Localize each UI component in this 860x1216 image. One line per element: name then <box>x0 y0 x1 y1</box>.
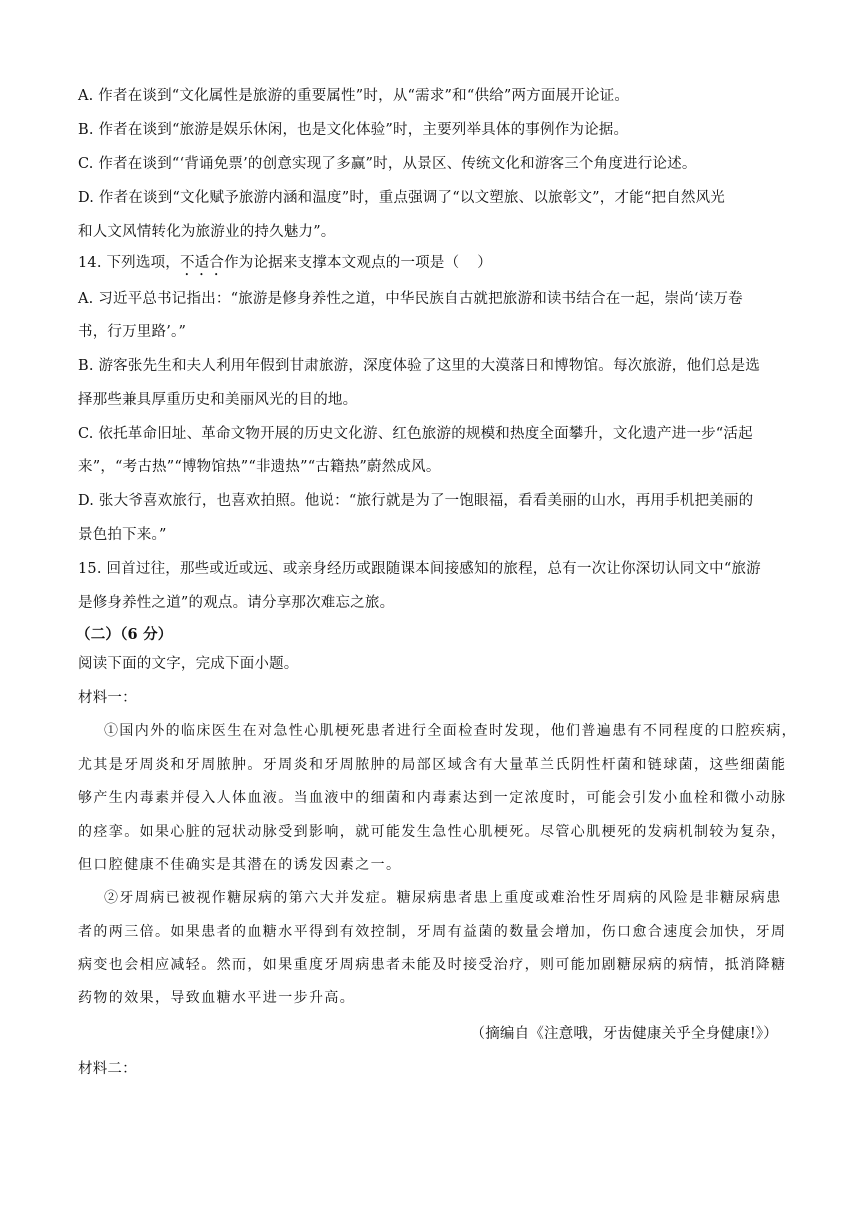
material1-p2-line1: ②牙周病已被视作糖尿病的第六大并发症。糖尿病患者患上重度或难治性牙周病的风险是非糖尿病患 <box>104 890 782 906</box>
material1-p1-line5: 但口腔健康不佳确实是其潜在的诱发因素之一。 <box>78 857 402 873</box>
section-heading: （二）（6 分） <box>76 626 173 643</box>
q13-option-c: C. 作者在谈到“‘背诵免票’的创意实现了多赢”时，从景区、传统文化和游客三个角度进行论述。 <box>78 156 697 172</box>
material1-p1-line3: 够产生内毒素并侵入人体血液。当血液中的细菌和内毒素达到一定浓度时，可能会引发小血栓和微小动脉 <box>78 790 787 806</box>
material1-p2-line4: 药物的效果，导致血糖水平进一步升高。 <box>78 990 356 1006</box>
material1-p2-line3: 病变也会相应减轻。然而，如果重度牙周病患者未能及时接受治疗，则可能加剧糖尿病的病情，抵消降糖 <box>78 957 787 973</box>
material2-label: 材料二： <box>78 1061 137 1077</box>
q14-stem-prefix: 14. 下列选项， <box>78 255 180 271</box>
material1-p1-line4: 的痉挛。如果心脏的冠状动脉受到影响，就可能发生急性心肌梗死。尽管心肌梗死的发病机制较为复杂， <box>78 824 787 840</box>
q14-option-d-line2: 景色拍下来。” <box>78 527 167 543</box>
material1-label: 材料一： <box>78 690 137 706</box>
material1-source: （摘编自《注意哦，牙齿健康关乎全身健康!》） <box>470 1026 778 1042</box>
material1-p1-line2: 尤其是牙周炎和牙周脓肿。牙周炎和牙周脓肿的局部区域含有大量革兰氏阴性杆菌和链球菌，这些细菌能 <box>78 757 787 773</box>
q14-stem-emphasis: 不适合 <box>179 255 225 271</box>
q15-line1: 15. 回首过往，那些或近或远、或亲身经历或跟随课本间接感知的旅程，总有一次让你深切认同文中“旅游 <box>78 561 761 577</box>
q13-option-b: B. 作者在谈到“旅游是娱乐休闲，也是文化体验”时，主要列举具体的事例作为论据。 <box>78 122 629 138</box>
q14-option-a-line1: A. 习近平总书记指出：“旅游是修身养性之道，中华民族自古就把旅游和读书结合在一起，崇尚‘读万卷 <box>78 291 743 307</box>
q14-stem-close: ） <box>477 255 492 271</box>
q14-stem <box>78 253 788 279</box>
q14-option-d-line1: D. 张大爷喜欢旅行，也喜欢拍照。他说：“旅行就是为了一饱眼福，看看美丽的山水，再用手机把美丽的 <box>78 493 754 509</box>
section-instruction: 阅读下面的文字，完成下面小题。 <box>78 656 299 672</box>
material1-p1-line1: ①国内外的临床医生在对急性心肌梗死患者进行全面检查时发现，他们普遍患有不同程度的口腔疾病， <box>104 723 797 739</box>
q14-stem-suffix: 作为论据来支撑本文观点的一项是（ <box>224 255 460 271</box>
q14-option-b-line1: B. 游客张先生和夫人利用年假到甘肃旅游，深度体验了这里的大漠落日和博物馆。每次旅游，他们总是选 <box>78 358 760 374</box>
q14-option-a-line2: 书，行万里路’。” <box>78 324 187 340</box>
q13-option-d-line1: D. 作者在谈到“文化赋予旅游内涵和温度”时，重点强调了“以文塑旅、以旅彰文”，才能“把自然风光 <box>78 190 725 206</box>
q13-option-d-line2: 和人文风情转化为旅游业的持久魅力”。 <box>78 224 336 240</box>
q15-line2: 是修身养性之道”的观点。请分享那次难忘之旅。 <box>78 595 395 611</box>
q14-option-c-line2: 来”，“考古热”“博物馆热”“非遗热”“古籍热”蔚然成风。 <box>78 459 441 475</box>
material1-p2-line2: 者的两三倍。如果患者的血糖水平得到有效控制，牙周有益菌的数量会增加，伤口愈合速度会加快，牙周 <box>78 924 787 940</box>
q14-option-b-line2: 择那些兼具厚重历史和美丽风光的目的地。 <box>78 392 358 408</box>
q13-option-a: A. 作者在谈到“文化属性是旅游的重要属性”时，从“需求”和“供给”两方面展开论证。 <box>78 88 630 104</box>
q14-option-c-line1: C. 依托革命旧址、革命文物开展的历史文化游、红色旅游的规模和热度全面攀升，文化遗产进一步“活起 <box>78 426 753 442</box>
